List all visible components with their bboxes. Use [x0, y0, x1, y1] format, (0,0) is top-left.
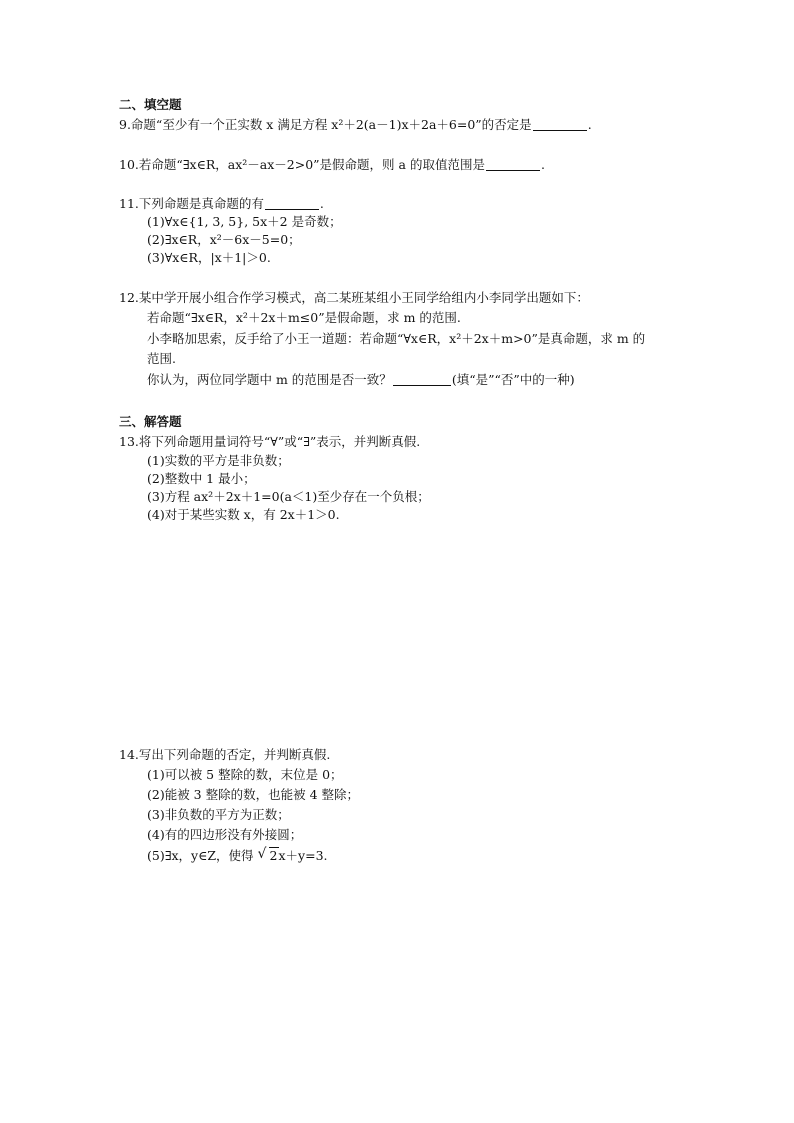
question-10-end: .	[540, 157, 545, 172]
question-14-item-3: (3)非负数的平方为正数；	[147, 807, 290, 822]
question-12-line-4: 范围.	[147, 351, 176, 366]
question-13-item-2: (2)整数中 1 最小；	[147, 471, 256, 486]
question-9-end: .	[587, 117, 592, 132]
question-11	[119, 196, 324, 212]
question-12-line-1: 12.某中学开展小组合作学习模式，高二某班某组小王同学给组内小李同学出题如下：	[119, 290, 589, 305]
question-14-item-5-prefix: (5)∃x，y∈Z，使得	[147, 848, 254, 863]
answer-blank-11[interactable]	[265, 197, 319, 210]
question-11-text: 11.下列命题是真命题的有	[119, 196, 264, 211]
answer-blank-10[interactable]	[486, 158, 540, 171]
question-13-item-3: (3)方程 ax²＋2x＋1=0(a＜1)至少存在一个负根；	[147, 489, 430, 504]
question-12-line-3: 小李略加思索，反手给了小王一道题：若命题“∀x∈R，x²＋2x＋m>0”是真命题，求 m 的	[147, 331, 646, 346]
question-13-item-1: (1)实数的平方是非负数；	[147, 453, 290, 468]
sqrt-symbol: √ 2	[257, 846, 278, 863]
section-2-heading: 二、填空题	[119, 97, 182, 112]
question-12-line-2: 若命题“∃x∈R，x²＋2x＋m≤0”是假命题，求 m 的范围.	[147, 310, 461, 325]
question-13-item-4: (4)对于某些实数 x，有 2x＋1＞0.	[147, 507, 340, 522]
question-14-item-5	[147, 848, 328, 864]
answer-blank-9[interactable]	[533, 118, 587, 131]
question-14-item-1: (1)可以被 5 整除的数，末位是 0；	[147, 767, 343, 782]
question-11-item-3: (3)∀x∈R，|x＋1|＞0.	[147, 250, 271, 265]
question-11-item-1: (1)∀x∈{1, 3, 5}, 5x＋2 是奇数；	[147, 214, 342, 229]
question-14-item-5-suffix: x＋y=3.	[278, 848, 328, 863]
answer-blank-12[interactable]	[393, 373, 451, 386]
section-3-heading: 三、解答题	[119, 414, 182, 429]
question-11-end: .	[319, 196, 324, 211]
sqrt-radicand: 2	[269, 848, 278, 863]
question-14: 14.写出下列命题的否定，并判断真假.	[119, 747, 331, 762]
question-14-item-2: (2)能被 3 整除的数，也能被 4 整除；	[147, 787, 360, 802]
question-9-text: 9.命题“至少有一个正实数 x 满足方程 x²＋2(a－1)x＋2a＋6=0”的否定是	[119, 117, 532, 132]
question-10	[119, 157, 545, 173]
question-13: 13.将下列命题用量词符号“∀”或“∃”表示，并判断真假.	[119, 434, 421, 449]
question-14-item-4: (4)有的四边形没有外接圆；	[147, 827, 303, 842]
question-10-text: 10.若命题“∃x∈R，ax²－ax－2>0”是假命题，则 a 的取值范围是	[119, 157, 485, 172]
question-9	[119, 117, 592, 133]
question-12-prompt: 你认为，两位同学题中 m 的范围是否一致？	[147, 372, 392, 387]
question-11-item-2: (2)∃x∈R，x²－6x－5=0；	[147, 232, 301, 247]
question-12-line-5	[147, 372, 575, 388]
question-12-hint: (填“是”“否”中的一种)	[451, 372, 575, 387]
